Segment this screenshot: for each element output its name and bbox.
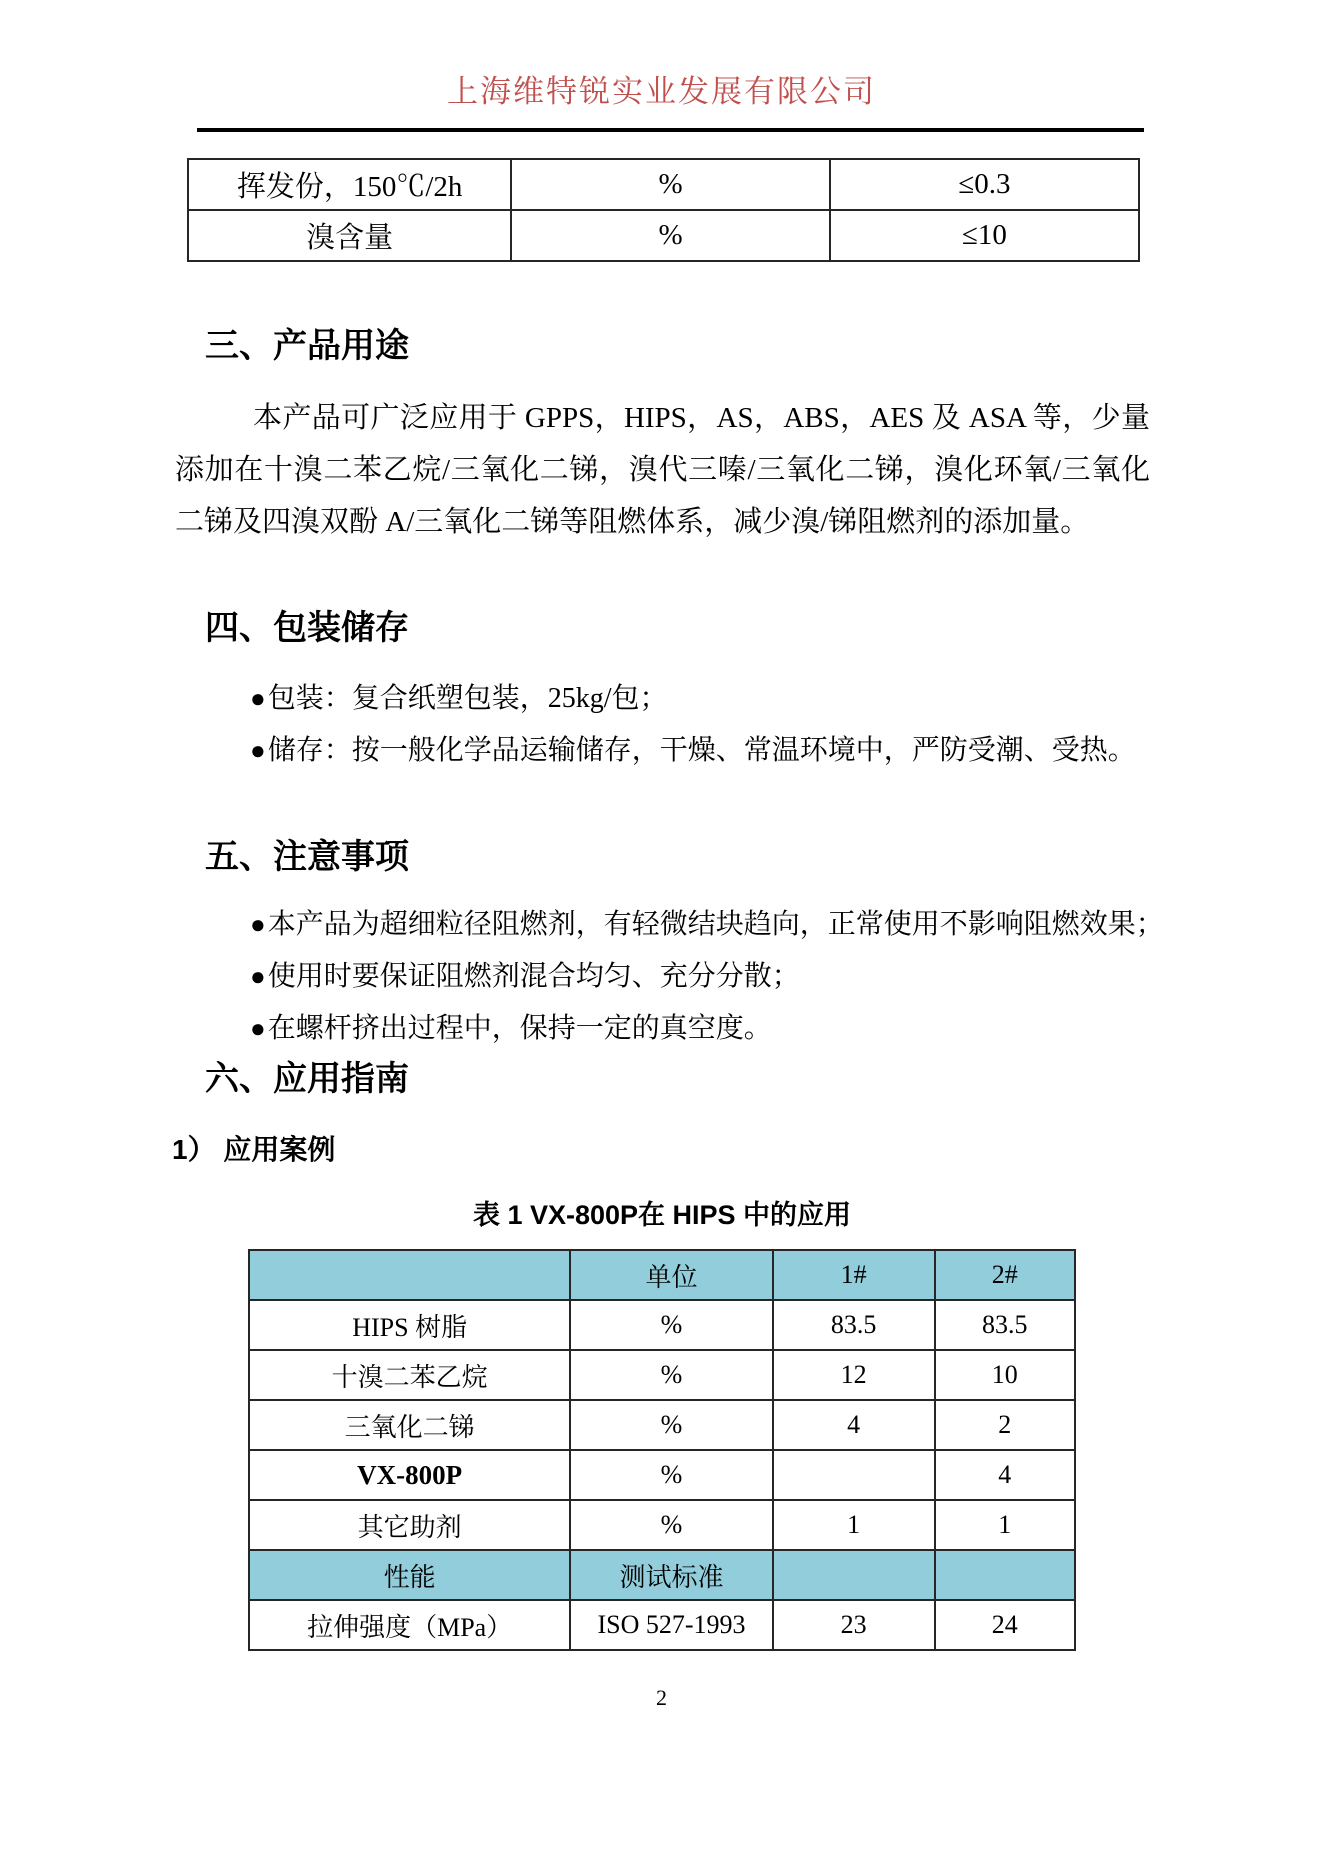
section-application-title: 六、应用指南 bbox=[205, 1060, 409, 1098]
spec-cell-unit: % bbox=[511, 159, 830, 210]
table-header-row bbox=[249, 1250, 1075, 1300]
bullet-icon: ● bbox=[250, 736, 266, 765]
table-row bbox=[249, 1350, 1075, 1400]
cell-component: 十溴二苯乙烷 bbox=[249, 1350, 570, 1400]
bullet-icon: ● bbox=[250, 684, 266, 713]
header-cell-performance: 性能 bbox=[249, 1550, 570, 1600]
cell-unit: % bbox=[570, 1350, 772, 1400]
bullet-item bbox=[250, 951, 1323, 1003]
spec-cell-value: ≤0.3 bbox=[830, 159, 1139, 210]
cell-unit: % bbox=[570, 1450, 772, 1500]
cell-sample2: 4 bbox=[935, 1450, 1075, 1500]
performance-header-row bbox=[249, 1550, 1075, 1600]
cell-sample1: 23 bbox=[773, 1600, 935, 1650]
spec-cell-name: 溴含量 bbox=[188, 210, 511, 261]
page-number: 2 bbox=[656, 1685, 667, 1710]
header-cell-sample1: 1# bbox=[773, 1250, 935, 1300]
bullet-item bbox=[250, 899, 1323, 951]
cell-property: 拉伸强度（MPa） bbox=[249, 1600, 570, 1650]
spec-cell-name: 挥发份，150℃/2h bbox=[188, 159, 511, 210]
application-table-caption: 表 1 VX-800P在 HIPS 中的应用 bbox=[472, 1200, 852, 1230]
spec-row bbox=[188, 210, 1139, 261]
header-cell-test-standard: 测试标准 bbox=[570, 1550, 772, 1600]
application-subtitle: 1） 应用案例 bbox=[172, 1134, 336, 1165]
cell-sample2: 24 bbox=[935, 1600, 1075, 1650]
cell-sample2: 2 bbox=[935, 1400, 1075, 1450]
cell-sample2: 83.5 bbox=[935, 1300, 1075, 1350]
bullet-text: 使用时要保证阻燃剂混合均匀、充分分散； bbox=[267, 961, 800, 992]
header-cell-blank bbox=[935, 1550, 1075, 1600]
bullet-text: 储存：按一般化学品运输储存，干燥、常温环境中，严防受潮、受热。 bbox=[267, 735, 1136, 766]
bullet-item bbox=[250, 1003, 1323, 1055]
header-rule bbox=[197, 128, 1144, 132]
performance-row bbox=[249, 1600, 1075, 1650]
table-row bbox=[249, 1450, 1075, 1500]
section-packaging-title: 四、包装储存 bbox=[205, 609, 409, 647]
packaging-bullet-list bbox=[250, 673, 1323, 777]
bullet-text: 本产品为超细粒径阻燃剂，有轻微结块趋向，正常使用不影响阻燃效果； bbox=[267, 909, 1164, 940]
cell-component: 其它助剂 bbox=[249, 1500, 570, 1550]
spec-cell-value: ≤10 bbox=[830, 210, 1139, 261]
usage-paragraph: 本产品可广泛应用于 GPPS，HIPS，AS，ABS，AES 及 ASA 等，少量添加在十溴二苯乙烷/三氧化二锑，溴代三嗪/三氧化二锑，溴化环氧/三氧化二锑及四溴双酚 A/三氧化二锑等阻燃体系，减少溴/锑阻燃剂的添加量。 bbox=[175, 402, 1150, 538]
cell-unit: % bbox=[570, 1300, 772, 1350]
header-cell-blank bbox=[249, 1250, 570, 1300]
cell-component: 三氧化二锑 bbox=[249, 1400, 570, 1450]
table-row bbox=[249, 1400, 1075, 1450]
company-name: 上海维特锐实业发展有限公司 bbox=[447, 74, 876, 109]
cell-standard: ISO 527-1993 bbox=[570, 1600, 772, 1650]
cell-sample2: 1 bbox=[935, 1500, 1075, 1550]
cell-sample1 bbox=[773, 1450, 935, 1500]
bullet-text: 包装：复合纸塑包装，25kg/包； bbox=[267, 683, 668, 714]
bullet-icon: ● bbox=[250, 1014, 266, 1043]
cell-unit: % bbox=[570, 1400, 772, 1450]
header-cell-blank bbox=[773, 1550, 935, 1600]
cell-sample2: 10 bbox=[935, 1350, 1075, 1400]
cell-sample1: 83.5 bbox=[773, 1300, 935, 1350]
bullet-icon: ● bbox=[250, 962, 266, 991]
cell-sample1: 1 bbox=[773, 1500, 935, 1550]
header-cell-unit: 单位 bbox=[570, 1250, 772, 1300]
spec-row bbox=[188, 159, 1139, 210]
spec-table bbox=[187, 158, 1140, 262]
cell-sample1: 4 bbox=[773, 1400, 935, 1450]
spec-cell-unit: % bbox=[511, 210, 830, 261]
header-cell-sample2: 2# bbox=[935, 1250, 1075, 1300]
cell-component: HIPS 树脂 bbox=[249, 1300, 570, 1350]
cell-sample1: 12 bbox=[773, 1350, 935, 1400]
table-row bbox=[249, 1500, 1075, 1550]
table-row bbox=[249, 1300, 1075, 1350]
cell-component: VX-800P bbox=[249, 1450, 570, 1500]
bullet-item bbox=[250, 673, 1323, 725]
bullet-icon: ● bbox=[250, 910, 266, 939]
section-precautions-title: 五、注意事项 bbox=[205, 838, 409, 876]
cell-unit: % bbox=[570, 1500, 772, 1550]
application-table bbox=[248, 1249, 1076, 1651]
bullet-item bbox=[250, 725, 1323, 777]
section-usage-title: 三、产品用途 bbox=[205, 327, 409, 365]
bullet-text: 在螺杆挤出过程中，保持一定的真空度。 bbox=[267, 1013, 772, 1044]
precautions-bullet-list bbox=[250, 899, 1323, 1055]
